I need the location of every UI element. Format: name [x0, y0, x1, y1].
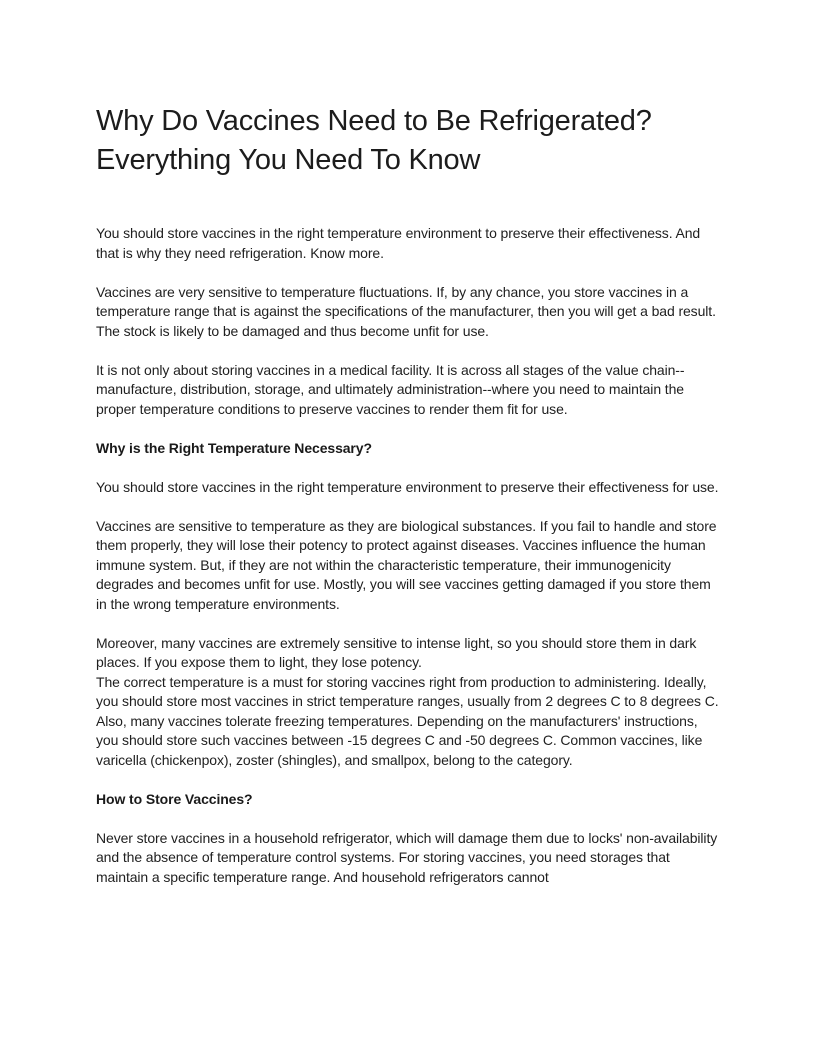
document-title	[96, 102, 720, 180]
section1-paragraph-3a: Moreover, many vaccines are extremely sensitive to intense light, so you should store them in dark places. If you expose them to light, they lose potency.	[96, 634, 697, 670]
section-heading-right-temperature: Why is the Right Temperature Necessary?	[96, 439, 372, 456]
intro-paragraph-1: You should store vaccines in the right temperature environment to preserve their effectiveness. And that is why they need refrigeration. Know more.	[96, 225, 701, 261]
intro-paragraph-3: It is not only about storing vaccines in a medical facility. It is across all stages of the value chain--manufacture, distribution, storage, and ultimately administration--where you need to maintain the proper temperature conditions to preserve vaccines to render them fit for use.	[96, 361, 685, 417]
document-title-line-1: Why Do Vaccines Need to Be Refrigerated?	[96, 105, 652, 137]
section1-paragraph-1: You should store vaccines in the right temperature environment to preserve their effectiveness for use.	[96, 478, 719, 495]
section-heading-how-to-store: How to Store Vaccines?	[96, 790, 253, 807]
document-title-line-2: Everything You Need To Know	[96, 144, 481, 176]
section2-paragraph-1: Never store vaccines in a household refrigerator, which will damage them due to locks' non-availability and the absence of temperature control systems. For storing vaccines, you need storages that maintain a specific temperature range. And household refrigerators cannot	[96, 829, 718, 885]
intro-paragraph-2: Vaccines are very sensitive to temperature fluctuations. If, by any chance, you store vaccines in a temperature range that is against the specifications of the manufacturer, then you will get a bad result. The stock is likely to be damaged and thus become unfit for use.	[96, 283, 716, 339]
section1-paragraph-2: Vaccines are sensitive to temperature as they are biological substances. If you fail to handle and store them properly, they will lose their potency to protect against diseases. Vaccines influence the human immune system. But, if they are not within the characteristic temperature, their immunogenicity degrades and becomes unfit for use. Mostly, you will see vaccines getting damaged if you store them in the wrong temperature environments.	[96, 517, 717, 612]
section1-paragraph-3b: The correct temperature is a must for storing vaccines right from production to administering. Ideally, you should store most vaccines in strict temperature ranges, usually from 2 degrees C to 8 degrees C. Also, many vaccines tolerate freezing temperatures. Depending on the manufacturers' instructions, you should store such vaccines between -15 degrees C and -50 degrees C. Common vaccines, like varicella (chickenpox), zoster (shingles), and smallpox, belong to the category.	[96, 673, 719, 768]
document-content	[96, 96, 720, 907]
